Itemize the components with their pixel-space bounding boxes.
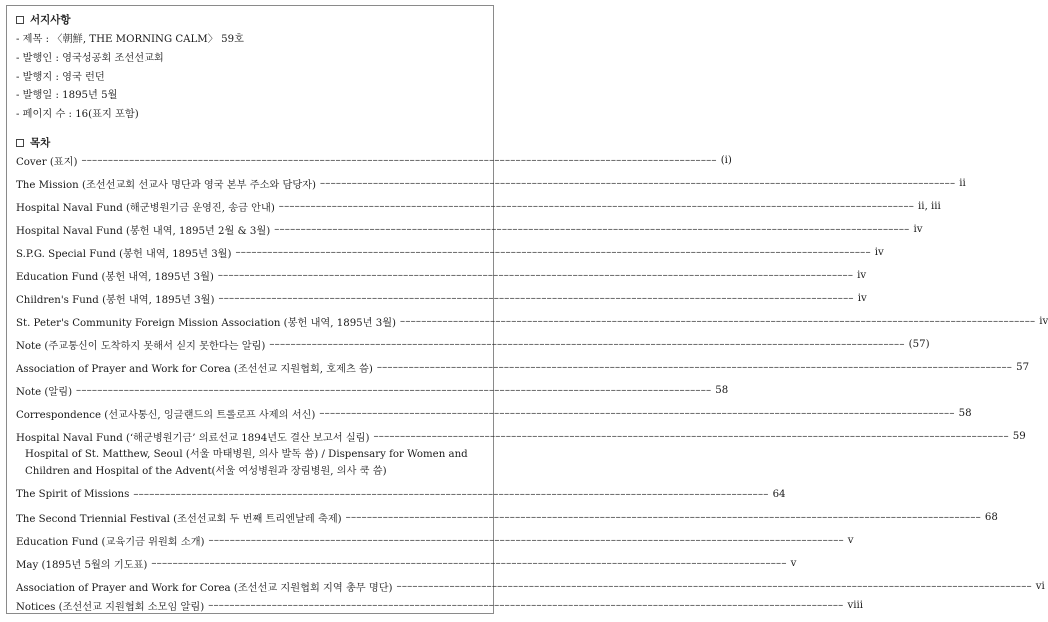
- toc-entry-label: Association of Prayer and Work for Corea (조선선교 지원협회, 호제츠 씀): [16, 363, 373, 375]
- dot-leader: ––––––––––––––––––––––––––––––––––––––––––––––––––––––––––––––––––––––––––––––––––––––––––––––––––––––––––––––––––––––––: [373, 430, 1009, 442]
- toc-entry-page: ii: [959, 177, 966, 189]
- toc-entry: [16, 244, 884, 260]
- bib-title-line: - 제목 : 〈朝鮮, THE MORNING CALM〉 59호: [16, 34, 244, 45]
- toc-entry-label: Education Fund (교육기금 위원회 소개): [16, 536, 205, 548]
- toc-entry-page: iv: [857, 292, 867, 304]
- dot-leader: ––––––––––––––––––––––––––––––––––––––––––––––––––––––––––––––––––––––––––––––––––––––––––––––––––––––––––––––––––––––––: [319, 407, 955, 419]
- toc-entry-label: Correspondence (선교사통신, 잉글랜드의 트롤로프 사제의 서신): [16, 409, 316, 421]
- toc-entry: [16, 405, 972, 421]
- toc-entry-label: Notices (조선선교 지원협회 소모임 알림): [16, 601, 205, 613]
- toc-entry: [16, 267, 867, 283]
- toc-entry: [16, 198, 941, 214]
- dot-leader: ––––––––––––––––––––––––––––––––––––––––––––––––––––––––––––––––––––––––––––––––––––––––––––––––––––––––––––––––––––––––: [274, 223, 910, 235]
- toc-entry-label: May (1895년 5월의 기도표): [16, 559, 148, 571]
- toc-entry: [16, 336, 930, 352]
- toc-entry-page: vi: [1035, 580, 1045, 592]
- dot-leader: ––––––––––––––––––––––––––––––––––––––––––––––––––––––––––––––––––––––––––––––––––––––––––––––––––––––––––––––––––––––––: [133, 488, 769, 500]
- toc-entry: [16, 290, 867, 306]
- dot-leader: ––––––––––––––––––––––––––––––––––––––––––––––––––––––––––––––––––––––––––––––––––––––––––––––––––––––––––––––––––––––––: [76, 384, 712, 396]
- toc-entry-page: 68: [984, 511, 998, 523]
- toc-entry: [16, 382, 729, 398]
- toc-entry: [16, 313, 1048, 329]
- dot-leader: ––––––––––––––––––––––––––––––––––––––––––––––––––––––––––––––––––––––––––––––––––––––––––––––––––––––––––––––––––––––––: [208, 534, 844, 546]
- toc-entry: [16, 221, 923, 237]
- toc-entry-page: 64: [772, 488, 786, 500]
- toc-entry-label: Hospital Naval Fund (해군병원기금 운영진, 송금 안내): [16, 202, 275, 214]
- bib-section-header: [16, 12, 71, 27]
- bib-heading: 서지사항: [30, 14, 71, 26]
- toc-entry-page: iv: [857, 269, 867, 281]
- toc-entry-label: Children's Fund (봉헌 내역, 1895년 3월): [16, 294, 215, 306]
- toc-entry-label: Association of Prayer and Work for Corea (조선선교 지원협회 지역 총무 명단): [16, 582, 393, 594]
- toc-entry: [16, 597, 863, 613]
- toc-entry-page: iv: [874, 246, 884, 258]
- toc-entry-label: Note (주교통신이 도착하지 못해서 싣지 못한다는 알림): [16, 340, 266, 352]
- dot-leader: ––––––––––––––––––––––––––––––––––––––––––––––––––––––––––––––––––––––––––––––––––––––––––––––––––––––––––––––––––––––––: [208, 599, 844, 611]
- toc-entry-page: (57): [908, 338, 930, 350]
- checkbox-square-icon: [16, 139, 24, 147]
- toc-entry: [16, 359, 1030, 375]
- dot-leader: ––––––––––––––––––––––––––––––––––––––––––––––––––––––––––––––––––––––––––––––––––––––––––––––––––––––––––––––––––––––––: [81, 154, 717, 166]
- toc-heading: 목차: [30, 137, 51, 149]
- toc-entry-label: The Second Triennial Festival (조선선교회 두 번째 트리엔날레 축제): [16, 513, 342, 525]
- toc-entry-page: v: [847, 534, 854, 546]
- toc-entry-label: The Spirit of Missions: [16, 488, 130, 500]
- toc-entry-page: 58: [958, 407, 972, 419]
- dot-leader: ––––––––––––––––––––––––––––––––––––––––––––––––––––––––––––––––––––––––––––––––––––––––––––––––––––––––––––––––––––––––: [345, 511, 981, 523]
- toc-entry: [16, 486, 786, 502]
- toc-entry: [16, 175, 966, 191]
- toc-entry-page: iv: [913, 223, 923, 235]
- toc-entry: [16, 509, 998, 525]
- toc-entry-page: iv: [1039, 315, 1048, 327]
- bib-date-line: - 발행일 : 1895년 5월: [16, 90, 118, 101]
- document-frame: [6, 5, 1048, 614]
- toc-entry: [16, 555, 797, 571]
- toc-entry-page: 57: [1016, 361, 1030, 373]
- toc-entry-label: Education Fund (봉헌 내역, 1895년 3월): [16, 271, 214, 283]
- toc-entry-page: 59: [1012, 430, 1026, 442]
- dot-leader: ––––––––––––––––––––––––––––––––––––––––––––––––––––––––––––––––––––––––––––––––––––––––––––––––––––––––––––––––––––––––: [320, 177, 956, 189]
- toc-entry-label: St. Peter's Community Foreign Mission Association (봉헌 내역, 1895년 3월): [16, 317, 397, 329]
- dot-leader: ––––––––––––––––––––––––––––––––––––––––––––––––––––––––––––––––––––––––––––––––––––––––––––––––––––––––––––––––––––––––: [376, 361, 1013, 373]
- bib-place-line: - 발행지 : 영국 런던: [16, 72, 105, 83]
- dot-leader: ––––––––––––––––––––––––––––––––––––––––––––––––––––––––––––––––––––––––––––––––––––––––––––––––––––––––––––––––––––––––: [151, 557, 787, 569]
- bib-publisher-line: - 발행인 : 영국성공회 조선선교회: [16, 53, 164, 64]
- bib-pages-line: - 페이지 수 : 16(표지 포함): [16, 109, 139, 120]
- toc-entry-label: Hospital Naval Fund (봉헌 내역, 1895년 2월 & 3월): [16, 225, 271, 237]
- checkbox-square-icon: [16, 16, 24, 24]
- dot-leader: ––––––––––––––––––––––––––––––––––––––––––––––––––––––––––––––––––––––––––––––––––––––––––––––––––––––––––––––––––––––––: [400, 315, 1036, 327]
- dot-leader: ––––––––––––––––––––––––––––––––––––––––––––––––––––––––––––––––––––––––––––––––––––––––––––––––––––––––––––––––––––––––: [235, 246, 871, 258]
- toc-entry: [16, 152, 732, 168]
- dot-leader: ––––––––––––––––––––––––––––––––––––––––––––––––––––––––––––––––––––––––––––––––––––––––––––––––––––––––––––––––––––––––: [218, 292, 854, 304]
- toc-entry-page: 58: [715, 384, 729, 396]
- dot-leader: ––––––––––––––––––––––––––––––––––––––––––––––––––––––––––––––––––––––––––––––––––––––––––––––––––––––––––––––––––––––––: [269, 338, 905, 350]
- dot-leader: ––––––––––––––––––––––––––––––––––––––––––––––––––––––––––––––––––––––––––––––––––––––––––––––––––––––––––––––––––––––––: [278, 200, 915, 212]
- toc-entry-label: S.P.G. Special Fund (봉헌 내역, 1895년 3월): [16, 248, 232, 260]
- toc-entry-label: The Mission (조선선교회 선교사 명단과 영국 본부 주소와 담당자): [16, 179, 317, 191]
- toc-entry-page: v: [790, 557, 797, 569]
- toc-entry: [16, 428, 1026, 444]
- toc-entry-label: Cover (표지): [16, 156, 78, 168]
- toc-entry-label: Hospital Naval Fund (‘해군병원기금’ 의료선교 1894년도 결산 보고서 실림): [16, 432, 370, 444]
- toc-entry-page: viii: [847, 599, 863, 611]
- dot-leader: ––––––––––––––––––––––––––––––––––––––––––––––––––––––––––––––––––––––––––––––––––––––––––––––––––––––––––––––––––––––––: [396, 580, 1032, 592]
- toc-section-header: [16, 135, 50, 150]
- toc-entry-wrapped: Hospital of St. Matthew, Seoul (서울 마태병원, 의사 발독 씀) / Dispensary for Women and Children and Hospital of the Advent(서울 여성병원과 장림병원, 의사 쿡 씀): [25, 449, 468, 477]
- dot-leader: ––––––––––––––––––––––––––––––––––––––––––––––––––––––––––––––––––––––––––––––––––––––––––––––––––––––––––––––––––––––––: [217, 269, 854, 281]
- toc-entry: [16, 532, 854, 548]
- toc-entry-page: ii, iii: [918, 200, 941, 212]
- toc-entry-label: Note (알림): [16, 386, 73, 398]
- toc-entry-page: (i): [720, 154, 732, 166]
- toc-entry: [16, 578, 1045, 594]
